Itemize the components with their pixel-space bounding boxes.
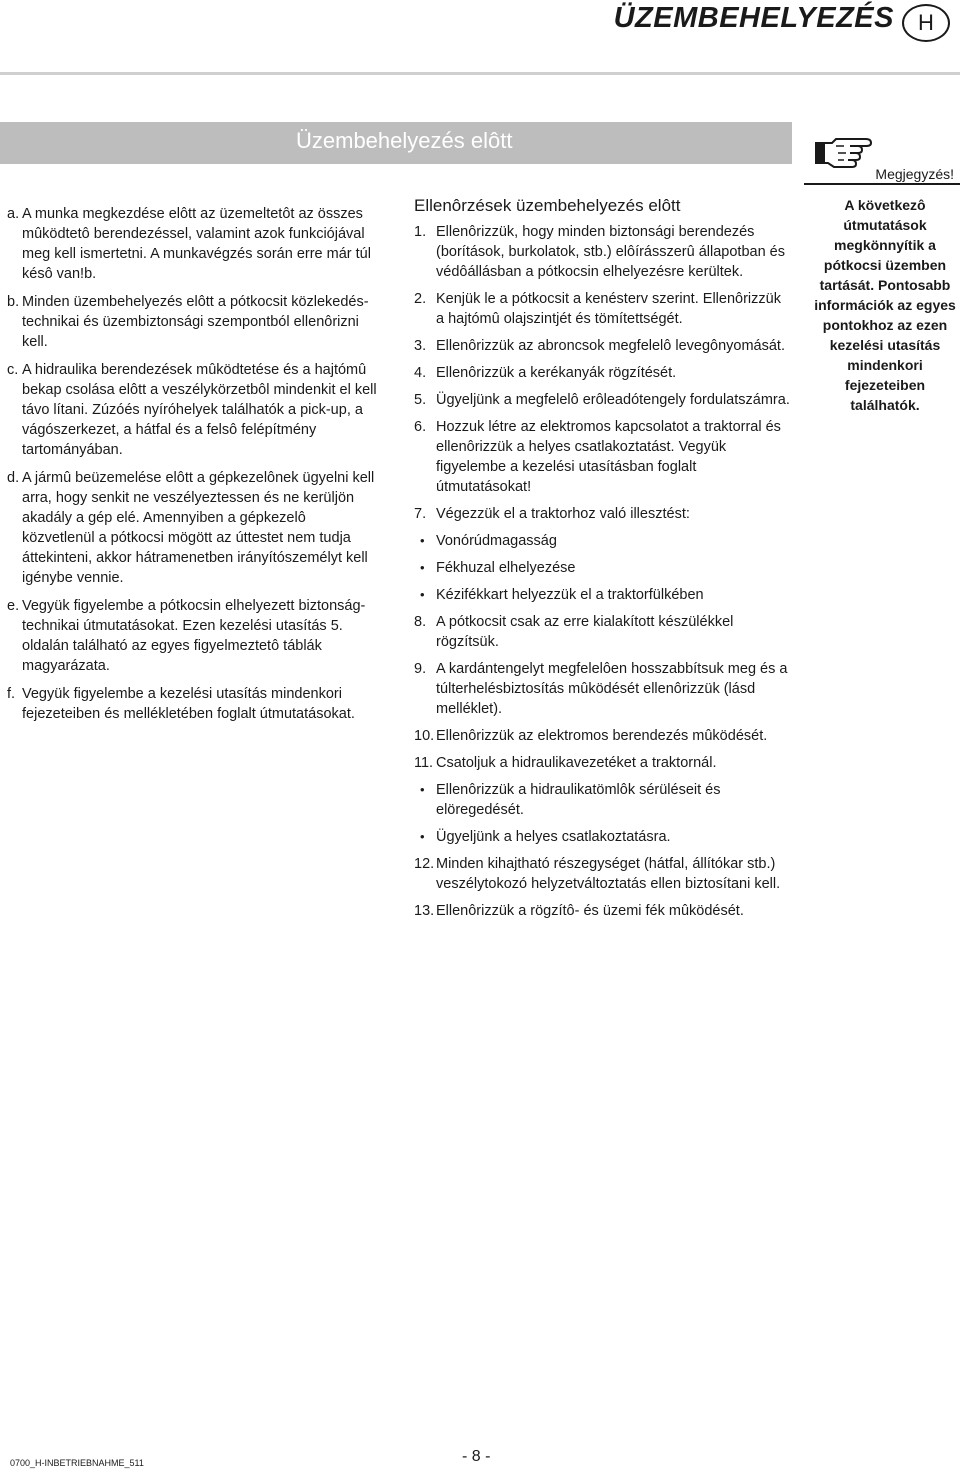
list-item xyxy=(7,292,379,352)
header-divider xyxy=(0,72,960,75)
item-text: Ellenôrizzük a rögzítô- és üzemi fék mûködését. xyxy=(436,903,744,919)
bullet-item xyxy=(414,531,792,551)
bullet-text: Vonórúdmagasság xyxy=(436,533,557,549)
check-item xyxy=(414,726,792,746)
bullet-dot: • xyxy=(420,829,425,844)
check-item xyxy=(414,390,792,410)
bullet-text: Ügyeljünk a helyes csatlakoztatásra. xyxy=(436,829,671,845)
item-text: Kenjük le a pótkocsit a kenésterv szerint. Ellenôrizzük a hajtómû olajszintjét és tömítettségét. xyxy=(436,291,781,327)
note-text: A következô útmutatások megkönnyítik a pótkocsi üzemben tartását. Pontosabb információk az egyes pontokhoz az ezen kezelési utasítás mindenkori fejezeteiben találhatók. xyxy=(814,197,956,413)
item-text: Ellenôrizzük az abroncsok megfelelô levegônyomását. xyxy=(436,338,785,354)
item-number: 7. xyxy=(414,506,427,522)
bullet-item xyxy=(414,827,792,847)
item-text: Ügyeljünk a megfelelô erôleadótengely fordulatszámra. xyxy=(436,392,790,408)
list-item xyxy=(7,596,379,676)
checks-column xyxy=(414,196,792,928)
item-number: 3. xyxy=(414,338,427,354)
bullet-dot: • xyxy=(420,782,425,797)
bullet-item xyxy=(414,558,792,578)
document-code: 0700_H-INBETRIEBNAHME_511 xyxy=(10,1458,144,1468)
note-label: Megjegyzés! xyxy=(875,166,954,182)
section-title: Üzembehelyezés elôtt xyxy=(296,128,513,153)
item-letter: c. xyxy=(7,362,19,378)
item-text: A munka megkezdése elôtt az üzemeltetôt az összes mûködtetô berendezéssel, valamint azok funkciójával meg kell ismertetni. A munkavégzés során erre már túl késô van!b. xyxy=(22,206,371,282)
item-text: Ellenôrizzük az elektromos berendezés mûködését. xyxy=(436,728,768,744)
item-number: 8. xyxy=(414,614,427,630)
item-number: 6. xyxy=(414,419,427,435)
bullet-item xyxy=(414,585,792,605)
bullet-dot: • xyxy=(420,560,425,575)
item-text: Végezzük el a traktorhoz való illesztést: xyxy=(436,506,690,522)
note-divider xyxy=(804,183,960,185)
item-letter: a. xyxy=(7,206,20,222)
bullet-text: Ellenôrizzük a hidraulikatömlôk sérüléseit és elöregedését. xyxy=(436,782,721,818)
bullet-dot: • xyxy=(420,533,425,548)
page-header-title: ÜZEMBEHELYEZÉS xyxy=(613,2,894,34)
item-number: 11. xyxy=(414,755,434,771)
item-number: 5. xyxy=(414,392,427,408)
check-item xyxy=(414,901,792,921)
item-text: Ellenôrizzük, hogy minden biztonsági berendezés (borítások, burkolatok, stb.) elôírásszerû állapotban és védôállásban a pótkocsin elhelyezésre kerültek. xyxy=(436,224,785,280)
item-letter: e. xyxy=(7,598,20,614)
checks-heading: Ellenôrzések üzembehelyezés elôtt xyxy=(414,196,681,215)
item-text: Csatoljuk a hidraulikavezetéket a traktornál. xyxy=(436,755,717,771)
item-letter: f. xyxy=(7,686,16,702)
check-item xyxy=(414,363,792,383)
item-number: 13. xyxy=(414,903,435,919)
check-item xyxy=(414,854,792,894)
item-text: A pótkocsit csak az erre kialakított készülékkel rögzítsük. xyxy=(436,614,734,650)
item-text: A hidraulika berendezések mûködtetése és a hajtómû bekap csolása elôtt a veszélykörzetbôl mindenkit el kell távo lítani. Zúzóés nyíróhelyek találhatók a pick-up, a vágószerkezet, a hátfal és a felsô felépítmény tartományában. xyxy=(22,362,377,458)
language-code-badge xyxy=(902,4,950,42)
item-letter: d. xyxy=(7,470,20,486)
item-text: Vegyük figyelembe a kezelési utasítás mindenkori fejezeteiben és mellékletében foglalt útmutatásokat. xyxy=(22,686,355,722)
check-item xyxy=(414,289,792,329)
item-letter: b. xyxy=(7,294,20,310)
item-text: A kardántengelyt megfelelôen hosszabbítsuk meg és a túlterhelésbiztosítás mûködését ellenôrizzük (lásd melléklet). xyxy=(436,661,788,717)
section-title-band xyxy=(0,122,792,164)
item-number: 12. xyxy=(414,856,435,872)
item-text: Vegyük figyelembe a pótkocsin elhelyezett biztonság-technikai útmutatásokat. Ezen kezelési utasítás 5. oldalán található az egyes figyelmeztetô táblák magyarázata. xyxy=(22,598,366,674)
list-item xyxy=(7,360,379,460)
item-number: 2. xyxy=(414,291,427,307)
item-number: 9. xyxy=(414,661,427,677)
check-item xyxy=(414,612,792,652)
check-item xyxy=(414,504,792,524)
bullet-text: Kézifékkart helyezzük el a traktorfülkében xyxy=(436,587,704,603)
item-text: A jármû beüzemelése elôtt a gépkezelônek ügyelni kell arra, hogy senkit ne veszélyeztessen és ne kerüljön akadály a gép elé. Amennyiben a gépkezelô közvetlenül a pótkocsi mögött az úttestet nem tudja áttekinteni, akkor hátramenetben irányítószemélyt kell igénybe vennie. xyxy=(22,470,375,586)
check-item xyxy=(414,336,792,356)
item-text: Ellenôrizzük a kerékanyák rögzítését. xyxy=(436,365,677,381)
item-text: Minden üzembehelyezés elôtt a pótkocsit közlekedés-technikai és üzembiztonsági szempontból ellenôrizni kell. xyxy=(22,294,369,350)
check-item xyxy=(414,659,792,719)
bullet-text: Fékhuzal elhelyezése xyxy=(436,560,576,576)
bullet-dot: • xyxy=(420,587,425,602)
page-number: - 8 - xyxy=(462,1448,491,1465)
check-item xyxy=(414,222,792,282)
language-code: H xyxy=(918,10,934,35)
item-number: 1. xyxy=(414,224,427,240)
list-item xyxy=(7,684,379,724)
bullet-item xyxy=(414,780,792,820)
item-text: Minden kihajtható részegységet (hátfal, állítókar stb.) veszélytokozó helyzetváltoztatás ellen biztosítani kell. xyxy=(436,856,781,892)
list-item xyxy=(7,468,379,588)
item-number: 4. xyxy=(414,365,427,381)
item-text: Hozzuk létre az elektromos kapcsolatot a traktorral és ellenôrizzük a helyes csatlakoztatást. Vegyük figyelembe a kezelési utasításban foglalt útmutatásokat! xyxy=(436,419,781,495)
check-item xyxy=(414,417,792,497)
check-item xyxy=(414,753,792,773)
left-column xyxy=(7,204,379,732)
item-number: 10. xyxy=(414,728,435,744)
pointing-hand-icon xyxy=(814,133,874,173)
list-item xyxy=(7,204,379,284)
